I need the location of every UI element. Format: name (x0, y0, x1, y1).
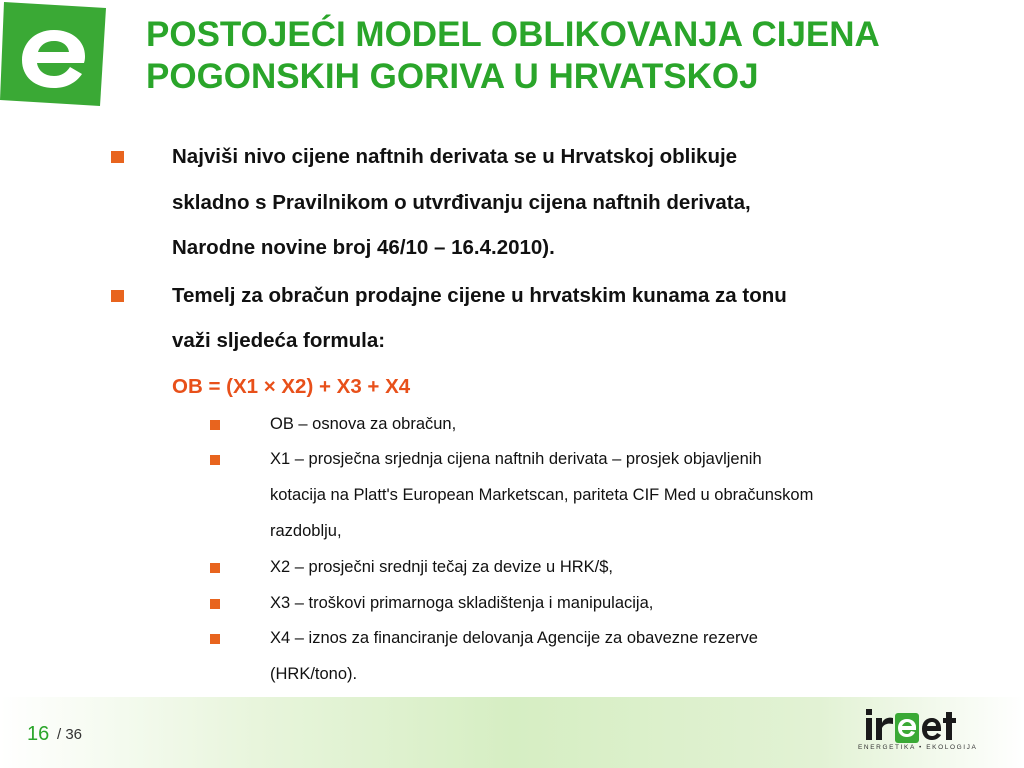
bullet1-line3: Narodne novine broj 46/10 – 16.4.2010). (172, 236, 555, 259)
bullet2-line2: važi sljedeća formula: (172, 329, 386, 352)
sub-bullet-x1-line2: kotacija na Platt's European Marketscan, pariteta CIF Med u obračunskom (270, 486, 814, 504)
sub-bullet-x4-line2: (HRK/tono). (270, 665, 358, 683)
bullet-square-icon (111, 151, 124, 163)
sub-bullet-x2: X2 – prosječni srednji tečaj za devize u HRK/$, (270, 558, 614, 576)
sub-bullet-square-icon (210, 599, 220, 609)
sub-bullet-x3: X3 – troškovi primarnoga skladištenja i manipulacija, (270, 594, 654, 612)
bullet-square-icon (111, 290, 124, 302)
sub-bullet-x1-line3: razdoblju, (270, 522, 342, 540)
formula: OB = (X1 × X2) + X3 + X4 (172, 375, 411, 398)
page-title (146, 14, 1006, 98)
e-logo-icon (0, 0, 108, 108)
bullet1-line2: skladno s Pravilnikom o utvrđivanju cijena naftnih derivata, (172, 191, 751, 214)
sub-bullet-square-icon (210, 455, 220, 465)
sub-bullet-x4-line1: X4 – iznos za financiranje delovanja Agencije za obavezne rezerve (270, 629, 758, 647)
bullet1-line1: Najviši nivo cijene naftnih derivata se u Hrvatskoj oblikuje (172, 145, 738, 168)
bullet2-line1: Temelj za obračun prodajne cijene u hrvatskim kunama za tonu (172, 284, 787, 307)
page-total: / 36 (57, 726, 83, 743)
title-line-2: POGONSKIH GORIVA U HRVATSKOJ (146, 57, 759, 96)
sub-bullet-x1-line1: X1 – prosječna srjednja cijena naftnih derivata – prosjek objavljenih (270, 450, 762, 468)
page-number: 16 (27, 723, 50, 745)
sub-bullet-ob: OB – osnova za obračun, (270, 415, 457, 433)
sub-bullet-square-icon (210, 634, 220, 644)
title-line-1: POSTOJEĆI MODEL OBLIKOVANJA CIJENA (146, 15, 880, 54)
sub-bullet-square-icon (210, 420, 220, 430)
sub-bullet-square-icon (210, 563, 220, 573)
ireet-tagline: ENERGETIKA • EKOLOGIJA (858, 744, 978, 751)
